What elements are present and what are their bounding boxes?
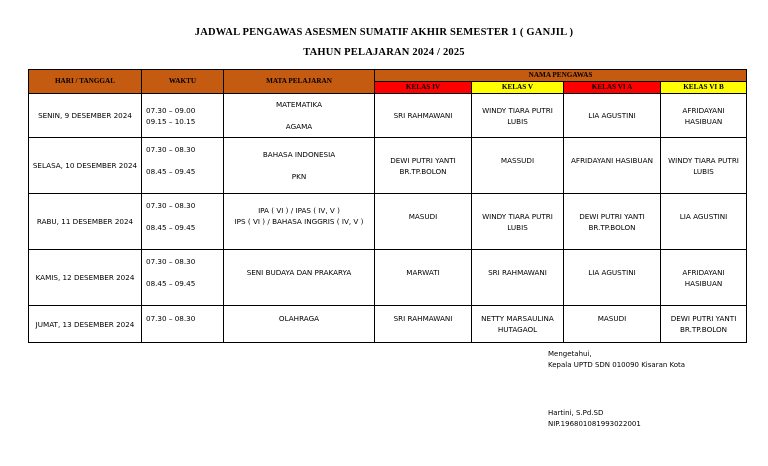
supervisor-name: LUBIS [693,166,714,176]
supervisor-name: WINDY TIARA PUTRI [668,155,739,165]
time-cell [142,306,224,343]
acknowledgement-label: Mengetahui, [548,350,592,358]
supervisor-name: DEWI PUTRI YANTI [390,155,456,165]
header-mapel: MATA PELAJARAN [224,70,375,94]
supervisor-cell [661,194,747,250]
subject: BAHASA INDONESIA [262,150,336,159]
header-kelas-via: KELAS VI A [564,82,661,94]
supervisor-name: MASSUDI [500,155,535,165]
time-slot: 08.45 – 09.45 [146,222,196,232]
subject-cell [224,138,375,194]
supervisor-name: LIA AGUSTINI [588,267,636,277]
subject: MATEMATIKA [275,100,323,109]
header-kelas-v: KELAS V [472,82,564,94]
subject: OLAHRAGA [278,314,320,323]
supervisor-name: AFRIDAYANI HASIBUAN [571,155,653,165]
day-cell: SELASA, 10 DESEMBER 2024 [29,138,142,194]
supervisor-name: WINDY TIARA PUTRI [482,211,553,221]
time-cell [142,250,224,306]
supervisor-cell [661,138,747,194]
supervisor-name: NETTY MARSAULINA [481,314,554,323]
day-cell: RABU, 11 DESEMBER 2024 [29,194,142,250]
supervisor-name: MASUDI [597,314,627,323]
supervisor-cell [661,306,747,343]
time-slot: 07.30 – 08.30 [146,200,196,210]
supervisor-cell [375,94,472,138]
supervisor-cell [564,94,661,138]
time-slot: 07.30 – 09.00 [146,105,196,115]
supervisor-name: HASIBUAN [684,116,723,126]
supervisor-cell [375,306,472,343]
supervisor-name: DEWI PUTRI YANTI [579,211,645,221]
supervisor-name: LUBIS [507,116,528,126]
table-row [29,94,747,138]
time-slot: 07.30 – 08.30 [146,256,196,266]
subject-cell [224,194,375,250]
supervisor-name: MASUDI [408,211,438,221]
supervisor-name: SRI RAHMAWANI [393,314,453,323]
header-kelas-vib: KELAS VI B [661,82,747,94]
supervisor-name: SRI RAHMAWANI [488,267,547,277]
supervisor-cell [564,194,661,250]
supervisor-name: AFRIDAYANI [682,105,725,115]
header-row [29,70,747,82]
supervisor-name: BR.TP.BOLON [588,222,636,232]
day-cell: JUMAT, 13 DESEMBER 2024 [29,306,142,343]
signatory [548,408,641,430]
subject-cell [224,306,375,343]
subject: IPA ( VI ) / IPAS ( IV, V ) [258,206,340,215]
supervisor-cell [375,250,472,306]
table-row [29,306,747,343]
time-cell [142,94,224,138]
supervisor-name: MARWATI [406,267,440,277]
supervisor-name: LIA AGUSTINI [679,211,728,221]
supervisor-cell [472,138,564,194]
time-slot: 08.45 – 09.45 [146,278,196,288]
supervisor-cell [661,94,747,138]
subject: PKN [291,172,307,181]
subject: IPS ( VI ) / BAHASA INGGRIS ( IV, V ) [234,217,364,226]
time-cell [142,138,224,194]
subject-cell [224,250,375,306]
header-kelas-iv: KELAS IV [375,82,472,94]
time-slot: 07.30 – 08.30 [146,144,196,154]
subject: AGAMA [285,122,313,131]
document-subtitle: TAHUN PELAJARAN 2024 / 2025 [303,47,465,58]
supervisor-name: AFRIDAYANI [682,267,725,277]
supervisor-cell [375,194,472,250]
headmaster-position: Kepala UPTD SDN 010090 Kisaran Kota [548,361,686,369]
signature-block [548,349,685,371]
supervisor-cell [564,138,661,194]
supervisor-cell [472,94,564,138]
supervisor-cell [375,138,472,194]
supervisor-cell [472,250,564,306]
day-cell: SENIN, 9 DESEMBER 2024 [29,94,142,138]
table-row [29,194,747,250]
supervisor-name: WINDY TIARA PUTRI [482,105,553,115]
document-title: JADWAL PENGAWAS ASESMEN SUMATIF AKHIR SEMESTER 1 ( GANJIL ) [194,27,574,38]
table-row [29,138,747,194]
headmaster-nip: NIP.196801081993022001 [548,420,641,428]
supervisor-name: LIA AGUSTINI [588,111,636,120]
time-slot: 09.15 – 10.15 [146,116,196,126]
subject-cell [224,94,375,138]
supervisor-name: DEWI PUTRI YANTI [670,314,737,323]
header-waktu: WAKTU [142,70,224,94]
header-pengawas: NAMA PENGAWAS [375,70,747,82]
headmaster-name: Hartini, S.Pd.SD [548,409,604,417]
supervisor-cell [472,306,564,343]
supervisor-name: HUTAGAOL [497,325,538,334]
table-row [29,250,747,306]
time-slot: 08.45 – 09.45 [146,166,196,176]
schedule-table [28,69,747,343]
supervisor-cell [564,306,661,343]
supervisor-name: LUBIS [507,222,528,232]
supervisor-name: SRI RAHMAWANI [393,111,453,120]
subject: SENI BUDAYA DAN PRAKARYA [246,267,352,277]
time-slot: 07.30 – 08.30 [146,314,196,323]
time-cell [142,194,224,250]
supervisor-name: BR.TP.BOLON [399,166,447,176]
supervisor-cell [472,194,564,250]
supervisor-cell [564,250,661,306]
supervisor-name: HASIBUAN [684,278,723,288]
day-cell: KAMIS, 12 DESEMBER 2024 [29,250,142,306]
supervisor-cell [661,250,747,306]
supervisor-name: BR.TP.BOLON [679,325,728,334]
header-hari: HARI / TANGGAL [29,70,142,94]
